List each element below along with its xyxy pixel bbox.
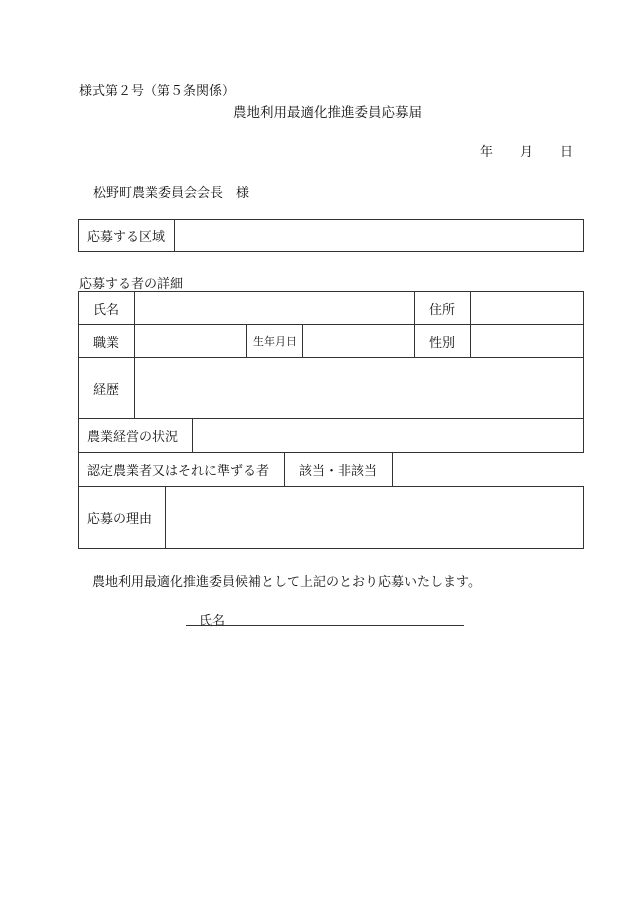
signature-label: 氏名 [199,614,226,629]
form-number: 様式第２号（第５条関係） [79,84,236,99]
certified-farmer-value[interactable]: 該当・非該当 [285,453,393,487]
address-label: 住所 [415,292,471,325]
certified-farmer-blank [393,453,585,487]
farming-status-input[interactable] [193,419,584,453]
certified-farmer-table [78,452,584,487]
career-label: 経歴 [79,358,135,419]
form-title: 農地利用最適化推進委員応募届 [233,105,422,121]
gender-input[interactable] [471,325,584,358]
details-table-a [78,291,584,419]
area-label: 応募する区域 [79,220,175,252]
reason-input[interactable] [166,487,584,549]
birthdate-input[interactable] [303,325,415,358]
declaration: 農地利用最適化推進委員候補として上記のとおり応募いたします。 [92,575,481,590]
details-heading: 応募する者の詳細 [79,277,184,292]
name-label: 氏名 [79,292,135,325]
date-month: 月 [520,145,534,160]
gender-label: 性別 [415,325,471,358]
addressee: 松野町農業委員会会長 様 [93,186,250,201]
farming-status-label: 農業経営の状況 [79,419,193,453]
signature-line[interactable] [186,624,464,626]
occupation-label: 職業 [79,325,135,358]
name-input[interactable] [135,292,415,325]
reason-label: 応募の理由 [79,487,166,549]
occupation-input[interactable] [135,325,247,358]
date-day: 日 [560,145,574,160]
area-table [78,219,584,252]
reason-table [78,486,584,549]
date-year: 年 [480,145,494,160]
certified-farmer-label: 認定農業者又はそれに準ずる者 [79,453,285,487]
area-input[interactable] [175,220,584,252]
birthdate-label: 生年月日 [247,325,303,358]
address-input[interactable] [471,292,584,325]
career-input[interactable] [135,358,584,419]
farming-status-table [78,418,584,453]
